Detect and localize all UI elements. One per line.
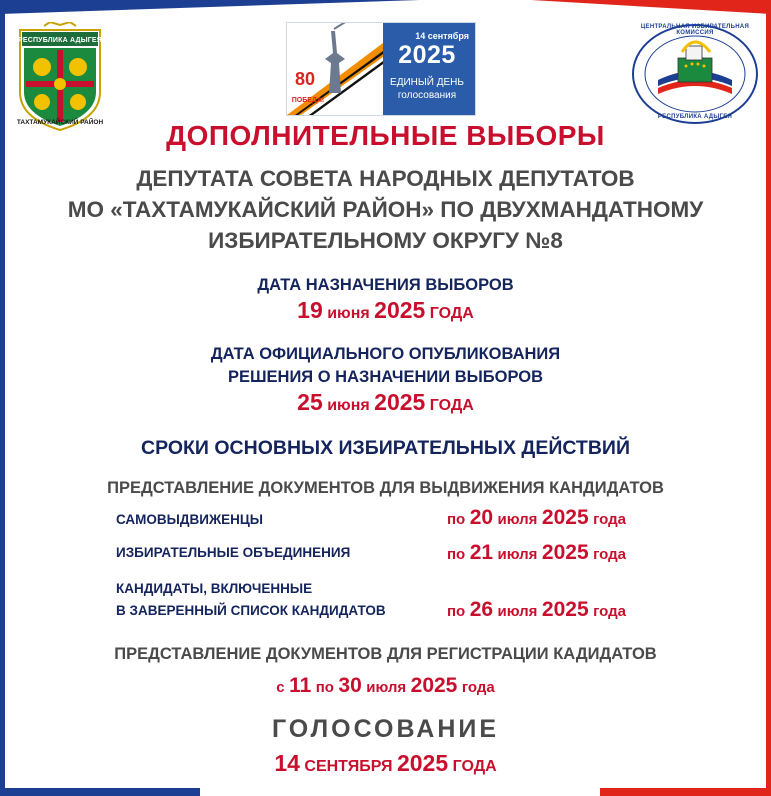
seal-bottom-text: РЕСПУБЛИКА АДЫГЕЯ xyxy=(657,114,733,120)
publication-day: 25 xyxy=(297,389,323,415)
voting-label: ГОЛОСОВАНИЕ xyxy=(271,715,500,743)
poster-title: ДОПОЛНИТЕЛЬНЫЕ ВЫБОРЫ xyxy=(166,120,605,151)
publication-label-line1: ДАТА ОФИЦИАЛЬНОГО ОПУБЛИКОВАНИЯ xyxy=(210,345,561,363)
publication-month: июня xyxy=(327,397,370,414)
voting-day-line2: голосования xyxy=(397,90,457,101)
appointment-year: 2025 xyxy=(374,297,426,323)
voting-day-line1: ЕДИНЫЙ ДЕНЬ xyxy=(390,77,464,88)
nomination-row-label-self: САМОВЫДВИЖЕНЦЫ xyxy=(116,512,263,527)
publication-date xyxy=(0,389,771,416)
poster-subtitle-line2: МО «ТАХТАМУКАЙСКИЙ РАЙОН» ПО ДВУХМАНДАТНОМУ xyxy=(67,197,704,222)
corner-red-stripe xyxy=(531,0,771,14)
bottom-flag-bar xyxy=(0,788,771,796)
voting-year: 2025 xyxy=(396,750,449,776)
appointment-date xyxy=(0,297,771,324)
publication-label-line2: РЕШЕНИЯ О НАЗНАЧЕНИИ ВЫБОРОВ xyxy=(227,368,544,386)
crest-top-label: РЕСПУБЛИКА АДЫГЕЯ xyxy=(17,37,103,44)
voting-day-date: 14 сентября xyxy=(415,31,469,41)
voting-day: 14 xyxy=(274,750,300,776)
district-crest-icon xyxy=(14,22,106,132)
publication-year: 2025 xyxy=(374,389,426,415)
election-commission-seal-icon xyxy=(630,22,760,126)
nomination-row-date-parties: по 21 июля 2025 года xyxy=(447,541,626,564)
nomination-row-label-list-line1: КАНДИДАТЫ, ВКЛЮЧЕННЫЕ xyxy=(116,581,313,596)
nomination-row-date-self: по 20 июля 2025 года xyxy=(447,506,626,529)
svg-text:80: 80 xyxy=(295,69,316,89)
publication-suffix: ГОДА xyxy=(429,397,474,414)
poster-subtitle-line1: ДЕПУТАТА СОВЕТА НАРОДНЫХ ДЕПУТАТОВ xyxy=(136,166,635,191)
seal-top-text: ЦЕНТРАЛЬНАЯ ИЗБИРАТЕЛЬНАЯ КОМИССИЯ xyxy=(640,24,750,36)
voting-date xyxy=(0,750,771,777)
poster-subtitle-line3: ИЗБИРАТЕЛЬНОМУ ОКРУГУ №8 xyxy=(208,228,563,253)
appointment-label: ДАТА НАЗНАЧЕНИЯ ВЫБОРОВ xyxy=(257,276,514,294)
voting-month: СЕНТЯБРЯ xyxy=(304,758,393,775)
voting-suffix: ГОДА xyxy=(452,758,497,775)
unified-voting-day-logo xyxy=(286,22,476,116)
appointment-day: 19 xyxy=(297,297,323,323)
schedule-heading: СРОКИ ОСНОВНЫХ ИЗБИРАТЕЛЬНЫХ ДЕЙСТВИЙ xyxy=(141,437,630,459)
pobeda-label: ПОБЕДА! xyxy=(291,97,325,104)
registration-date: с 11 по 30 июля 2025 года xyxy=(276,674,495,697)
nomination-row-label-list-line2: В ЗАВЕРЕННЫЙ СПИСОК КАНДИДАТОВ xyxy=(116,603,386,618)
corner-blue-stripe xyxy=(0,0,420,14)
appointment-suffix: ГОДА xyxy=(429,305,474,322)
crest-bottom-label: ТАХТАМУКАЙСКИЙ РАЙОН xyxy=(16,119,104,126)
nomination-heading: ПРЕДСТАВЛЕНИЕ ДОКУМЕНТОВ ДЛЯ ВЫДВИЖЕНИЯ КАНДИДАТОВ xyxy=(107,479,664,497)
appointment-month: июня xyxy=(327,305,370,322)
nomination-row-label-parties: ИЗБИРАТЕЛЬНЫЕ ОБЪЕДИНЕНИЯ xyxy=(116,545,351,560)
nomination-row-date-list: по 26 июля 2025 года xyxy=(447,598,626,621)
voting-day-year: 2025 xyxy=(398,41,456,69)
registration-heading: ПРЕДСТАВЛЕНИЕ ДОКУМЕНТОВ ДЛЯ РЕГИСТРАЦИИ КАДИДАТОВ xyxy=(114,645,657,663)
